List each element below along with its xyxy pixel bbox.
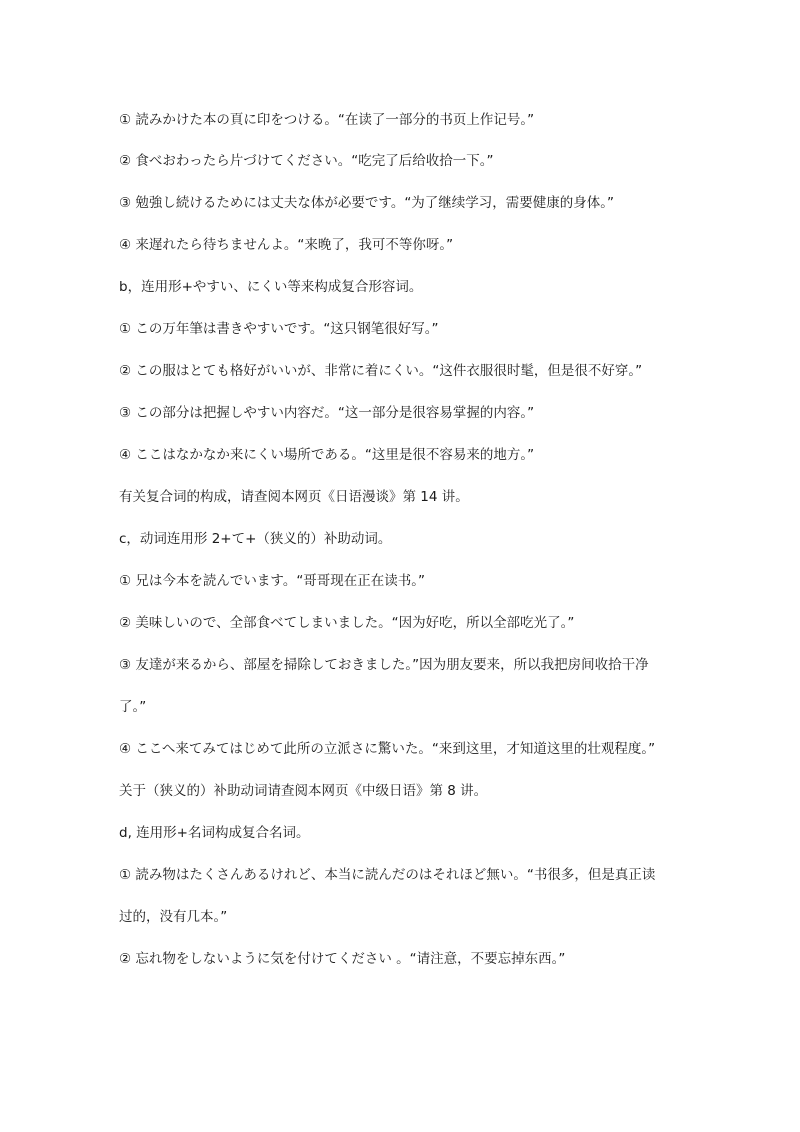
text-line: ② 食べおわったら片づけてください。“吃完了后给收拾一下。”	[119, 153, 494, 169]
reference-note: 有关复合词的构成，请查阅本网页《日语漫谈》第 14 讲。	[119, 489, 469, 505]
text-line: ③ この部分は把握しやすい内容だ。“这一部分是很容易掌握的内容。”	[119, 405, 535, 421]
text-line-continuation: 了。”	[119, 699, 147, 715]
text-line: ① 読み物はたくさんあるけれど、本当に読んだのはそれほど無い。“书很多，但是真正读	[119, 867, 656, 883]
text-line: ① 兄は今本を読んでいます。“哥哥现在正在读书。”	[119, 573, 426, 589]
text-line: ② 忘れ物をしないように気を付けてください 。“请注意，不要忘掉东西。”	[119, 951, 566, 967]
section-heading: d, 连用形+名词构成复合名词。	[119, 825, 310, 841]
text-line: ② この服はとても格好がいいが、非常に着にくい。“这件衣服很时髦，但是很不好穿。”	[119, 363, 643, 379]
text-line: ① この万年筆は書きやすいです。“这只钢笔很好写。”	[119, 321, 439, 337]
reference-note: 关于（狭义的）补助动词请查阅本网页《中级日语》第 8 讲。	[119, 783, 488, 799]
text-line: ④ ここへ来てみてはじめて此所の立派さに驚いた。“来到这里，才知道这里的壮观程度。”	[119, 741, 656, 757]
section-heading: c，动词连用形 2+て+（狭义的）补助动词。	[119, 531, 392, 547]
text-line: ④ ここはなかなか来にくい場所である。“这里是很不容易来的地方。”	[119, 447, 535, 463]
text-line: ④ 来遅れたら待ちませんよ。“来晚了，我可不等你呀。”	[119, 237, 454, 253]
text-line: ③ 友達が来るから、部屋を掃除しておきました。”因为朋友要来，所以我把房间收拾干净	[119, 657, 649, 673]
text-line: ① 読みかけた本の頁に印をつける。“在读了一部分的书页上作记号。”	[119, 112, 535, 128]
section-heading: b，连用形+やすい、にくい等来构成复合形容词。	[119, 279, 423, 295]
text-line: ② 美味しいので、全部食べてしまいました。“因为好吃，所以全部吃光了。”	[119, 615, 575, 631]
text-line: ③ 勉強し続けるためには丈夫な体が必要です。“为了继续学习，需要健康的身体。”	[119, 195, 615, 211]
text-line-continuation: 过的，没有几本。”	[119, 909, 228, 925]
